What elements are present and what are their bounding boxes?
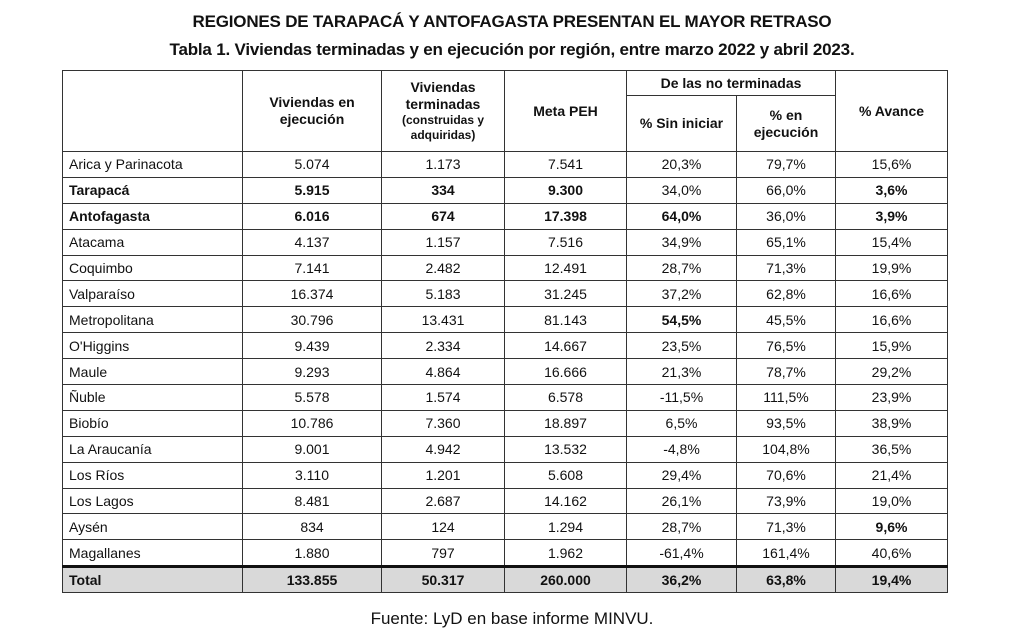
cell-terminadas: 2.334 — [382, 333, 505, 359]
cell-en-ejecucion: 834 — [243, 514, 382, 540]
cell-terminadas: 124 — [382, 514, 505, 540]
cell-terminadas: 334 — [382, 177, 505, 203]
cell-meta: 14.162 — [505, 488, 627, 514]
cell-region: Arica y Parinacota — [63, 152, 243, 178]
cell-terminadas: 5.183 — [382, 281, 505, 307]
table-row — [63, 436, 948, 462]
cell-region: Aysén — [63, 514, 243, 540]
header-terminadas — [382, 71, 505, 152]
cell-avance: 16,6% — [836, 281, 948, 307]
cell-avance: 21,4% — [836, 462, 948, 488]
header-region — [63, 71, 243, 152]
cell-region: Antofagasta — [63, 203, 243, 229]
cell-pct-ejecucion: 93,5% — [737, 410, 836, 436]
cell-region: Valparaíso — [63, 281, 243, 307]
cell-region: Los Lagos — [63, 488, 243, 514]
cell-region: Metropolitana — [63, 307, 243, 333]
table-row — [63, 203, 948, 229]
cell-avance: 23,9% — [836, 385, 948, 411]
cell-sin-iniciar: 64,0% — [627, 203, 737, 229]
cell-sin-iniciar: -4,8% — [627, 436, 737, 462]
cell-pct-ejecucion: 104,8% — [737, 436, 836, 462]
cell-region: La Araucanía — [63, 436, 243, 462]
cell-en-ejecucion: 3.110 — [243, 462, 382, 488]
cell-avance: 19,0% — [836, 488, 948, 514]
cell-region: Magallanes — [63, 540, 243, 567]
cell-meta: 6.578 — [505, 385, 627, 411]
cell-en-ejecucion: 16.374 — [243, 281, 382, 307]
cell-region: Biobío — [63, 410, 243, 436]
total-pct-ejecucion: 63,8% — [737, 567, 836, 593]
cell-avance: 9,6% — [836, 514, 948, 540]
table-row — [63, 152, 948, 178]
cell-sin-iniciar: 34,0% — [627, 177, 737, 203]
chart-title: REGIONES DE TARAPACÁ Y ANTOFAGASTA PRESENTAN EL MAYOR RETRASO — [192, 12, 832, 31]
cell-en-ejecucion: 9.001 — [243, 436, 382, 462]
cell-pct-ejecucion: 36,0% — [737, 203, 836, 229]
cell-meta: 14.667 — [505, 333, 627, 359]
cell-avance: 3,9% — [836, 203, 948, 229]
cell-terminadas: 2.482 — [382, 255, 505, 281]
cell-pct-ejecucion: 71,3% — [737, 514, 836, 540]
cell-pct-ejecucion: 71,3% — [737, 255, 836, 281]
cell-meta: 7.516 — [505, 229, 627, 255]
cell-pct-ejecucion: 161,4% — [737, 540, 836, 567]
cell-terminadas: 797 — [382, 540, 505, 567]
cell-region: Atacama — [63, 229, 243, 255]
cell-avance: 15,9% — [836, 333, 948, 359]
cell-terminadas: 1.157 — [382, 229, 505, 255]
cell-pct-ejecucion: 65,1% — [737, 229, 836, 255]
header-pct-ejecucion: % en ejecución — [737, 96, 836, 152]
cell-meta: 1.294 — [505, 514, 627, 540]
cell-en-ejecucion: 4.137 — [243, 229, 382, 255]
cell-terminadas: 4.864 — [382, 359, 505, 385]
cell-sin-iniciar: -61,4% — [627, 540, 737, 567]
cell-en-ejecucion: 5.915 — [243, 177, 382, 203]
cell-avance: 40,6% — [836, 540, 948, 567]
cell-avance: 15,6% — [836, 152, 948, 178]
cell-pct-ejecucion: 45,5% — [737, 307, 836, 333]
housing-table — [62, 70, 948, 593]
total-meta: 260.000 — [505, 567, 627, 593]
table-row — [63, 177, 948, 203]
table-row — [63, 540, 948, 567]
cell-avance: 36,5% — [836, 436, 948, 462]
header-meta: Meta PEH — [505, 71, 627, 152]
table-row — [63, 229, 948, 255]
total-row — [63, 567, 948, 593]
cell-sin-iniciar: 23,5% — [627, 333, 737, 359]
cell-meta: 1.962 — [505, 540, 627, 567]
cell-pct-ejecucion: 66,0% — [737, 177, 836, 203]
table-caption: Tabla 1. Viviendas terminadas y en ejecución por región, entre marzo 2022 y abril 2023. — [169, 40, 855, 59]
header-terminadas-label: Viviendas terminadas — [405, 79, 481, 112]
cell-pct-ejecucion: 70,6% — [737, 462, 836, 488]
table-row — [63, 255, 948, 281]
cell-pct-ejecucion: 79,7% — [737, 152, 836, 178]
cell-meta: 13.532 — [505, 436, 627, 462]
cell-region: Ñuble — [63, 385, 243, 411]
cell-sin-iniciar: 29,4% — [627, 462, 737, 488]
cell-en-ejecucion: 30.796 — [243, 307, 382, 333]
cell-avance: 15,4% — [836, 229, 948, 255]
cell-pct-ejecucion: 76,5% — [737, 333, 836, 359]
cell-region: Maule — [63, 359, 243, 385]
header-avance: % Avance — [836, 71, 948, 152]
table-row — [63, 385, 948, 411]
cell-meta: 17.398 — [505, 203, 627, 229]
cell-en-ejecucion: 7.141 — [243, 255, 382, 281]
table-row — [63, 359, 948, 385]
cell-meta: 9.300 — [505, 177, 627, 203]
cell-meta: 5.608 — [505, 462, 627, 488]
table-row — [63, 307, 948, 333]
cell-region: Tarapacá — [63, 177, 243, 203]
cell-meta: 31.245 — [505, 281, 627, 307]
cell-sin-iniciar: -11,5% — [627, 385, 737, 411]
cell-en-ejecucion: 10.786 — [243, 410, 382, 436]
cell-meta: 81.143 — [505, 307, 627, 333]
cell-avance: 3,6% — [836, 177, 948, 203]
cell-pct-ejecucion: 62,8% — [737, 281, 836, 307]
header-row-top — [63, 71, 948, 96]
cell-sin-iniciar: 28,7% — [627, 514, 737, 540]
cell-avance: 19,9% — [836, 255, 948, 281]
cell-terminadas: 1.574 — [382, 385, 505, 411]
cell-sin-iniciar: 54,5% — [627, 307, 737, 333]
table-row — [63, 410, 948, 436]
cell-en-ejecucion: 9.293 — [243, 359, 382, 385]
cell-sin-iniciar: 6,5% — [627, 410, 737, 436]
cell-sin-iniciar: 34,9% — [627, 229, 737, 255]
cell-en-ejecucion: 6.016 — [243, 203, 382, 229]
header-sin-iniciar: % Sin iniciar — [627, 96, 737, 152]
cell-sin-iniciar: 37,2% — [627, 281, 737, 307]
cell-meta: 7.541 — [505, 152, 627, 178]
cell-pct-ejecucion: 78,7% — [737, 359, 836, 385]
cell-meta: 16.666 — [505, 359, 627, 385]
cell-region: Los Ríos — [63, 462, 243, 488]
cell-sin-iniciar: 20,3% — [627, 152, 737, 178]
header-group-no-terminadas: De las no terminadas — [627, 71, 836, 96]
cell-en-ejecucion: 1.880 — [243, 540, 382, 567]
cell-terminadas: 4.942 — [382, 436, 505, 462]
table-row — [63, 333, 948, 359]
table-body — [63, 152, 948, 593]
table-row — [63, 488, 948, 514]
total-region: Total — [63, 567, 243, 593]
cell-terminadas: 1.173 — [382, 152, 505, 178]
total-terminadas: 50.317 — [382, 567, 505, 593]
header-en-ejecucion: Viviendas en ejecución — [243, 71, 382, 152]
cell-region: Coquimbo — [63, 255, 243, 281]
cell-meta: 12.491 — [505, 255, 627, 281]
cell-pct-ejecucion: 73,9% — [737, 488, 836, 514]
cell-avance: 38,9% — [836, 410, 948, 436]
cell-en-ejecucion: 9.439 — [243, 333, 382, 359]
source-note: Fuente: LyD en base informe MINVU. — [370, 609, 654, 628]
cell-terminadas: 13.431 — [382, 307, 505, 333]
header-terminadas-note: (construidas y adquiridas) — [401, 113, 485, 142]
total-en-ejecucion: 133.855 — [243, 567, 382, 593]
cell-en-ejecucion: 5.074 — [243, 152, 382, 178]
cell-terminadas: 2.687 — [382, 488, 505, 514]
cell-avance: 16,6% — [836, 307, 948, 333]
cell-meta: 18.897 — [505, 410, 627, 436]
cell-sin-iniciar: 21,3% — [627, 359, 737, 385]
cell-avance: 29,2% — [836, 359, 948, 385]
total-sin-iniciar: 36,2% — [627, 567, 737, 593]
cell-sin-iniciar: 26,1% — [627, 488, 737, 514]
cell-pct-ejecucion: 111,5% — [737, 385, 836, 411]
cell-terminadas: 1.201 — [382, 462, 505, 488]
table-row — [63, 514, 948, 540]
total-avance: 19,4% — [836, 567, 948, 593]
cell-sin-iniciar: 28,7% — [627, 255, 737, 281]
table-row — [63, 462, 948, 488]
cell-terminadas: 674 — [382, 203, 505, 229]
table-row — [63, 281, 948, 307]
cell-en-ejecucion: 5.578 — [243, 385, 382, 411]
cell-en-ejecucion: 8.481 — [243, 488, 382, 514]
cell-terminadas: 7.360 — [382, 410, 505, 436]
cell-region: O'Higgins — [63, 333, 243, 359]
